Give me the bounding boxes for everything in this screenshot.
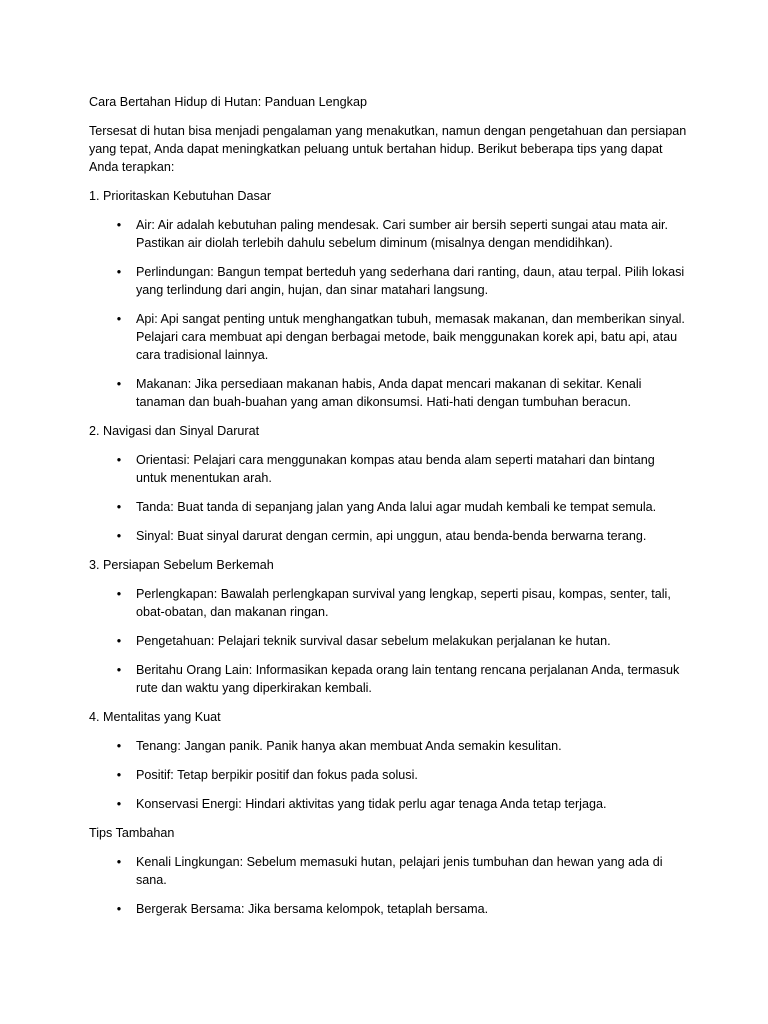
bullet-icon: • — [116, 739, 122, 753]
bullet-list — [89, 585, 689, 697]
bullet-list — [89, 737, 689, 813]
list-item — [89, 737, 689, 755]
section-heading: 3. Persiapan Sebelum Berkemah — [89, 558, 274, 572]
list-item-text: Konservasi Energi: Hindari aktivitas yang tidak perlu agar tenaga Anda tetap terjaga. — [136, 797, 607, 811]
section-heading: 2. Navigasi dan Sinyal Darurat — [89, 424, 260, 438]
list-item — [89, 527, 689, 545]
list-item-text: Positif: Tetap berpikir positif dan fokus pada solusi. — [136, 768, 418, 782]
bullet-icon: • — [116, 634, 122, 648]
list-item — [89, 375, 689, 411]
bullet-list — [89, 853, 689, 918]
list-item-text: Tenang: Jangan panik. Panik hanya akan membuat Anda semakin kesulitan. — [136, 739, 562, 753]
list-item-text: Perlindungan: Bangun tempat berteduh yang sederhana dari ranting, daun, atau terpal. Pilih lokasi yang terlindung dari angin, hujan, dan sinar matahari langsung. — [136, 265, 685, 297]
bullet-list — [89, 216, 689, 411]
list-item — [89, 216, 689, 252]
section-heading: 4. Mentalitas yang Kuat — [89, 710, 221, 724]
bullet-icon: • — [116, 902, 122, 916]
list-item — [89, 661, 689, 697]
list-item — [89, 498, 689, 516]
list-item-text: Makanan: Jika persediaan makanan habis, Anda dapat mencari makanan di sekitar. Kenali tanaman dan buah-buahan yang aman dikonsumsi. Hati-hati dengan tumbuhan beracun. — [136, 377, 642, 409]
list-item-text: Bergerak Bersama: Jika bersama kelompok, tetaplah bersama. — [136, 902, 489, 916]
list-item — [89, 451, 689, 487]
list-item-text: Pengetahuan: Pelajari teknik survival dasar sebelum melakukan perjalanan ke hutan. — [136, 634, 611, 648]
list-item-text: Air: Air adalah kebutuhan paling mendesak. Cari sumber air bersih seperti sungai atau mata air. Pastikan air diolah terlebih dahulu sebelum diminum (misalnya dengan mendidihkan). — [136, 218, 669, 250]
bullet-icon: • — [116, 768, 122, 782]
bullet-icon: • — [116, 663, 122, 677]
bullet-icon: • — [116, 529, 122, 543]
list-item-text: Tanda: Buat tanda di sepanjang jalan yang Anda lalui agar mudah kembali ke tempat semula. — [136, 500, 657, 514]
list-item — [89, 853, 689, 889]
bullet-list — [89, 451, 689, 545]
bullet-icon: • — [116, 587, 122, 601]
document-title: Cara Bertahan Hidup di Hutan: Panduan Lengkap — [89, 95, 367, 109]
list-item — [89, 310, 689, 364]
list-item — [89, 632, 689, 650]
list-item — [89, 900, 689, 918]
list-item — [89, 585, 689, 621]
bullet-icon: • — [116, 855, 122, 869]
list-item-text: Perlengkapan: Bawalah perlengkapan survival yang lengkap, seperti pisau, kompas, senter, tali, obat-obatan, dan makanan ringan. — [136, 587, 671, 619]
bullet-icon: • — [116, 500, 122, 514]
bullet-icon: • — [116, 265, 122, 279]
list-item-text: Orientasi: Pelajari cara menggunakan kompas atau benda alam seperti matahari dan bintang untuk menentukan arah. — [136, 453, 655, 485]
section-heading: Tips Tambahan — [89, 826, 175, 840]
bullet-icon: • — [116, 377, 122, 391]
list-item-text: Sinyal: Buat sinyal darurat dengan cermin, api unggun, atau benda-benda berwarna terang. — [136, 529, 647, 543]
list-item — [89, 766, 689, 784]
list-item — [89, 263, 689, 299]
bullet-icon: • — [116, 312, 122, 326]
bullet-icon: • — [116, 797, 122, 811]
list-item — [89, 795, 689, 813]
list-item-text: Kenali Lingkungan: Sebelum memasuki hutan, pelajari jenis tumbuhan dan hewan yang ada di sana. — [136, 855, 663, 887]
bullet-icon: • — [116, 218, 122, 232]
section-heading: 1. Prioritaskan Kebutuhan Dasar — [89, 189, 272, 203]
list-item-text: Api: Api sangat penting untuk menghangatkan tubuh, memasak makanan, dan memberikan sinyal. Pelajari cara membuat api dengan berbagai metode, baik menggunakan korek api, batu api, atau cara tradisional lainnya. — [136, 312, 685, 362]
document-page — [89, 93, 689, 929]
bullet-icon: • — [116, 453, 122, 467]
sections-container — [89, 187, 689, 918]
intro-paragraph: Tersesat di hutan bisa menjadi pengalaman yang menakutkan, namun dengan pengetahuan dan persiapan yang tepat, Anda dapat meningkatkan peluang untuk bertahan hidup. Berikut beberapa tips yang dapat Anda terapkan: — [89, 124, 687, 174]
list-item-text: Beritahu Orang Lain: Informasikan kepada orang lain tentang rencana perjalanan Anda, termasuk rute dan waktu yang diperkirakan kembali. — [136, 663, 680, 695]
